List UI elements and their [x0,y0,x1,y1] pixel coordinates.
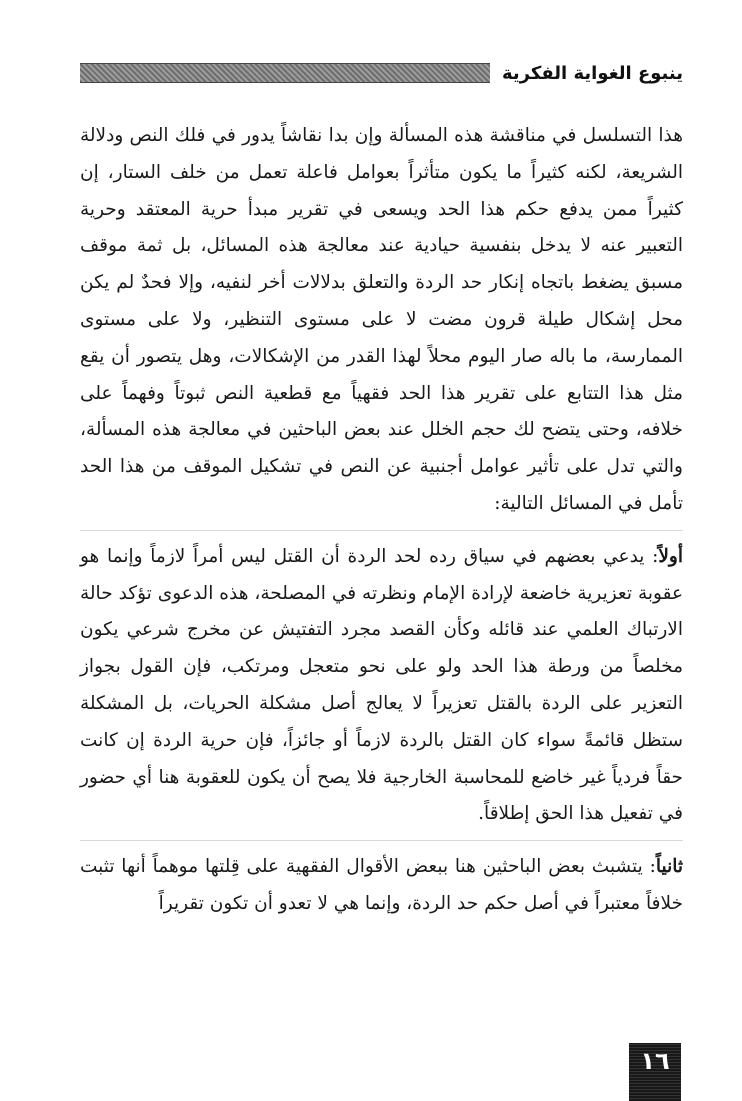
paragraph-intro [80,118,683,523]
paragraph-text: : يدعي بعضهم في سياق رده لحد الردة أن القتل ليس أمراً لازماً وإنما هو عقوبة تعزيرية خاضعة لإرادة الإمام ونظرته في المصلحة، هذه الدعوى تؤكد حالة الارتباك العلمي عند قائله وكأن القصد مجرد التفتيش عن مخرج شرعي يكون مخلصاً من ورطة هذا الحد ولو على نحو متعجل ومرتكب، فإن القول بجواز التعزير على الردة بالقتل تعزيراً لا يعالج أصل مشكلة الحريات، بل المشكلة ستظل قائمةً سواء كان القتل بالردة لازماً أو جائزاً، فإن حرية الردة إن كانت حقاً فردياً غير خاضع للمحاسبة الخارجية فلا يصح أن يكون للعقوبة هنا أي حضور في تفعيل هذا الحق إطلاقاً. [80,545,683,825]
header-title: ينبوع الغواية الفكرية [501,62,683,84]
paragraph-lead: ثانياً [655,856,683,878]
paragraph-first-point [80,539,683,833]
page-number: ١٦ [640,1047,670,1075]
paragraph-text: : يتشبث بعض الباحثين هنا ببعض الأقوال الفقهية على قِلتها موهماً أنها تثبت خلافاً معتبراً في أصل حكم حد الردة، وإنما هي لا تعدو أن تكون تقريراً [80,856,683,914]
running-header [80,55,683,91]
header-decorative-bar [80,63,490,83]
paragraph-divider [80,840,683,841]
page-number-badge [629,1043,681,1101]
paragraph-lead: أولاً [658,545,683,567]
paragraph-second-point [80,849,683,923]
page-body [80,118,683,923]
paragraph-text: هذا التسلسل في مناقشة هذه المسألة وإن بدا نقاشاً يدور في فلك النص ودلالة الشريعة، لكنه كثيراً ما يكون متأثراً بعوامل فاعلة تعمل من خلف الستار، إن كثيراً ممن يدفع حكم هذا الحد ويسعى في تقرير مبدأ حرية المعتقد وحرية التعبير عنه لا يدخل بنفسية حيادية عند معالجة هذه المسائل، بل ثمة موقف مسبق يضغط باتجاه إنكار حد الردة والتعلق بدلالات أخر لنفيه، وإلا فحدٌ لم يكن محل إشكال طيلة قرون مضت لا على مستوى التنظير، ولا على مستوى الممارسة، ما باله صار اليوم محلاً لهذا القدر من الإشكالات، وهل يتصور أن يقع مثل هذا التتابع على تقرير هذا الحد فقهياً مع قطعية النص ثبوتاً وفهماً على خلافه، وحتى يتضح لك حجم الخلل عند بعض الباحثين في معالجة هذه المسألة، والتي تدل على تأثير عوامل أجنبية عن النص في تشكيل الموقف من هذا الحد تأمل في المسائل التالية: [80,125,683,514]
paragraph-divider [80,530,683,531]
